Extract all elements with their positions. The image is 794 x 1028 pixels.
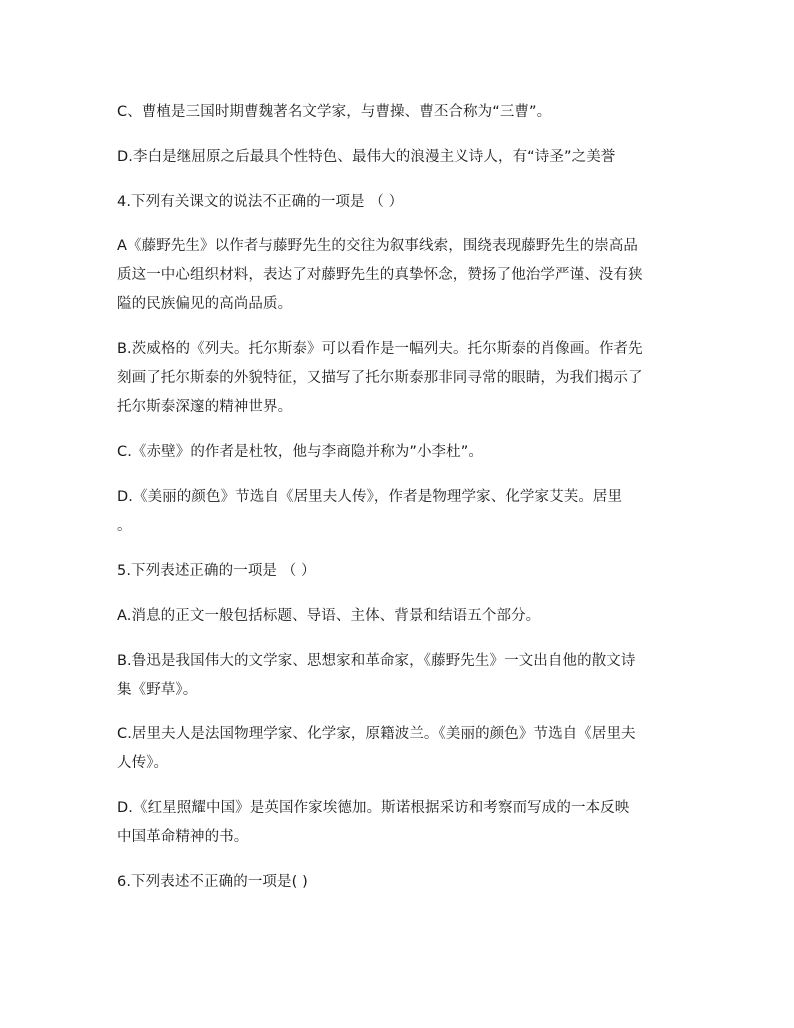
option-c-cao-zhi: [117, 98, 687, 127]
text-line: C.《赤壁》的作者是杜牧，他与李商隐并称为”小李杜”。: [117, 444, 483, 460]
text-line: C.居里夫人是法国物理学家、化学家，原籍波兰。《美丽的颜色》节选自《居里夫: [117, 726, 636, 742]
question-5-option-a: [117, 602, 687, 631]
text-line: 隘的民族偏见的高尚品质。: [117, 296, 293, 312]
text-line: C、曹植是三国时期曹魏著名文学家，与曹操、曹丕合称为“三曹”。: [117, 104, 552, 120]
text-line: D.李白是继屈原之后最具个性特色、最伟大的浪漫主义诗人，有“诗圣”之美誉: [117, 149, 616, 165]
text-line: B.茨威格的《列夫。托尔斯泰》可以看作是一幅列夫。托尔斯泰的肖像画。作者先: [117, 341, 643, 357]
text-line: 4.下列有关课文的说法不正确的一项是 （ ）: [117, 194, 404, 210]
question-4-option-d: [117, 483, 687, 541]
question-4-option-b: [117, 335, 687, 422]
question-5-stem: [117, 557, 687, 586]
text-line: 。: [117, 518, 132, 534]
text-line: 刻画了托尔斯泰的外貌特征，又描写了托尔斯泰那非同寻常的眼睛，为我们揭示了: [117, 370, 643, 386]
text-line: 质这一中心组织材料，表达了对藤野先生的真挚怀念，赞扬了他治学严谨、没有狭: [117, 267, 643, 283]
question-5-option-c: [117, 720, 687, 778]
text-line: 中国革命精神的书。: [117, 829, 249, 845]
option-d-li-bai: [117, 143, 687, 172]
question-5-option-b: [117, 647, 687, 705]
text-line: 人传》。: [117, 755, 169, 771]
question-6-stem: [117, 868, 687, 897]
question-4-option-c: [117, 438, 687, 467]
question-4-option-a: [117, 232, 687, 319]
question-5-option-d: [117, 794, 687, 852]
question-4-stem: [117, 188, 687, 217]
text-line: 5.下列表述正确的一项是 （ ）: [117, 563, 316, 579]
text-line: A.消息的正文一般包括标题、导语、主体、背景和结语五个部分。: [117, 608, 541, 624]
text-line: D.《红星照耀中国》是英国作家埃德加。斯诺根据采访和考察而写成的一本反映: [117, 800, 630, 816]
text-line: 集《野草》。: [117, 682, 198, 698]
text-line: B.鲁迅是我国伟大的文学家、思想家和革命家，《藤野先生》一文出自他的散文诗: [117, 653, 636, 669]
text-line: A《藤野先生》以作者与藤野先生的交往为叙事线索，围绕表现藤野先生的崇高品: [117, 238, 639, 254]
text-line: D.《美丽的颜色》节选自《居里夫人传》，作者是物理学家、化学家艾芙。居里: [117, 489, 623, 505]
text-line: 托尔斯泰深邃的精神世界。: [117, 399, 293, 415]
text-line: 6.下列表述不正确的一项是( ): [117, 874, 308, 890]
